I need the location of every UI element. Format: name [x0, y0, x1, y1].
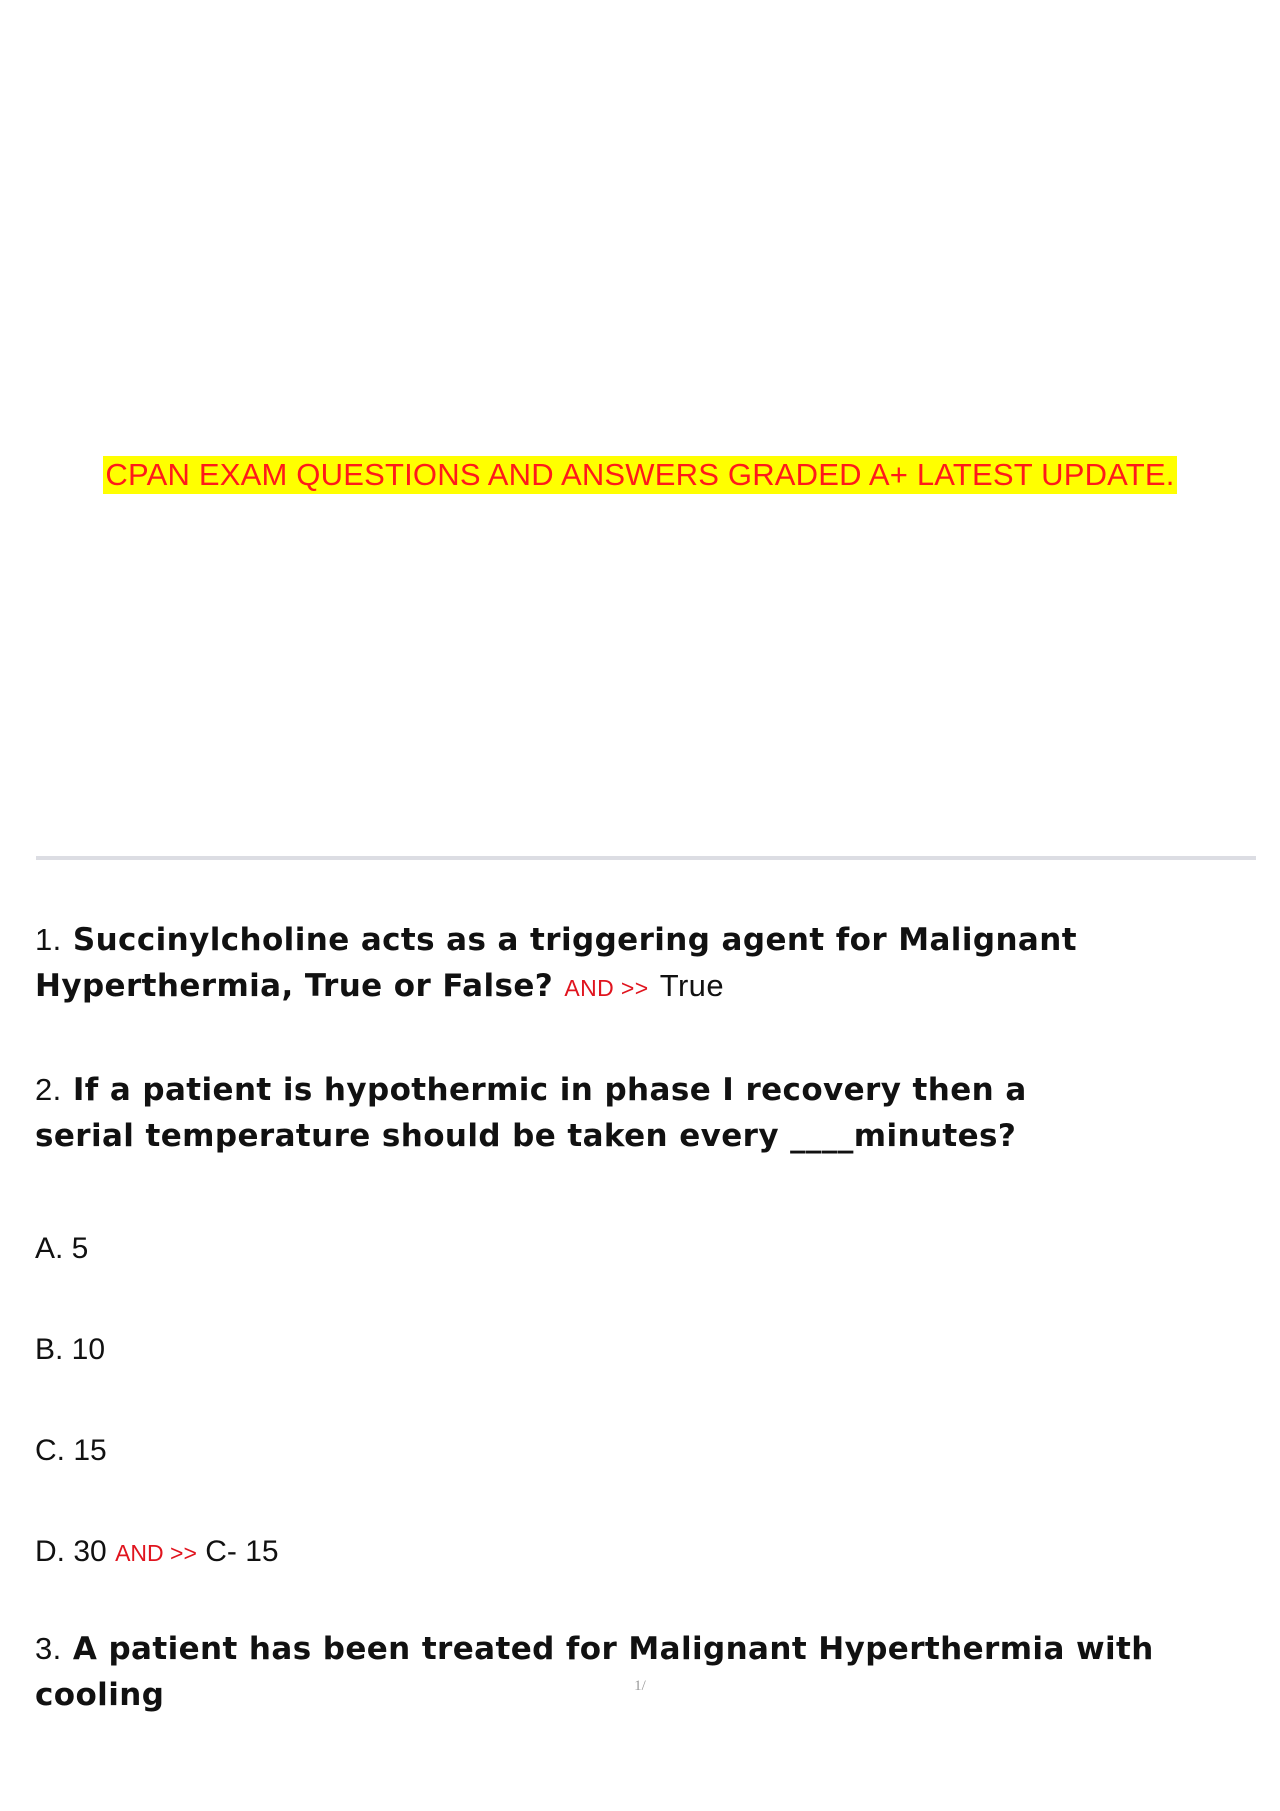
question-2-answer-tag: AND >> — [115, 1540, 197, 1566]
question-1-text: Succinylcholine acts as a triggering agent for Malignant Hyperthermia, True or False? — [35, 922, 1077, 1004]
question-2-answer: C- 15 — [205, 1535, 279, 1568]
document-title: CPAN EXAM QUESTIONS AND ANSWERS GRADED A+ LATEST UPDATE. — [105, 457, 1175, 492]
question-2-option-c: C. 15 — [35, 1434, 107, 1467]
question-2-text: If a patient is hypothermic in phase I recovery then a serial temperature should be taken every ____minutes? — [35, 1072, 1027, 1154]
question-2-option-d: D. 30 — [35, 1535, 107, 1568]
question-2-number: 2. — [35, 1072, 62, 1107]
page-number: 1/ — [634, 1678, 646, 1694]
question-3-number: 3. — [35, 1631, 62, 1666]
question-2-option-a: A. 5 — [35, 1232, 89, 1265]
section-divider — [36, 856, 1256, 860]
question-1-answer: True — [659, 968, 724, 1003]
question-2-option-b: B. 10 — [35, 1333, 106, 1366]
question-1-answer-tag: AND >> — [564, 975, 649, 1001]
question-3 — [35, 1626, 1255, 1718]
question-3-text: A patient has been treated for Malignant Hyperthermia with cooling — [35, 1631, 1154, 1713]
question-1 — [35, 917, 1255, 1011]
question-2-option-d-line — [35, 1532, 279, 1573]
question-1-number: 1. — [35, 922, 62, 957]
question-2 — [35, 1067, 1035, 1159]
title-wrapper — [0, 456, 1280, 494]
